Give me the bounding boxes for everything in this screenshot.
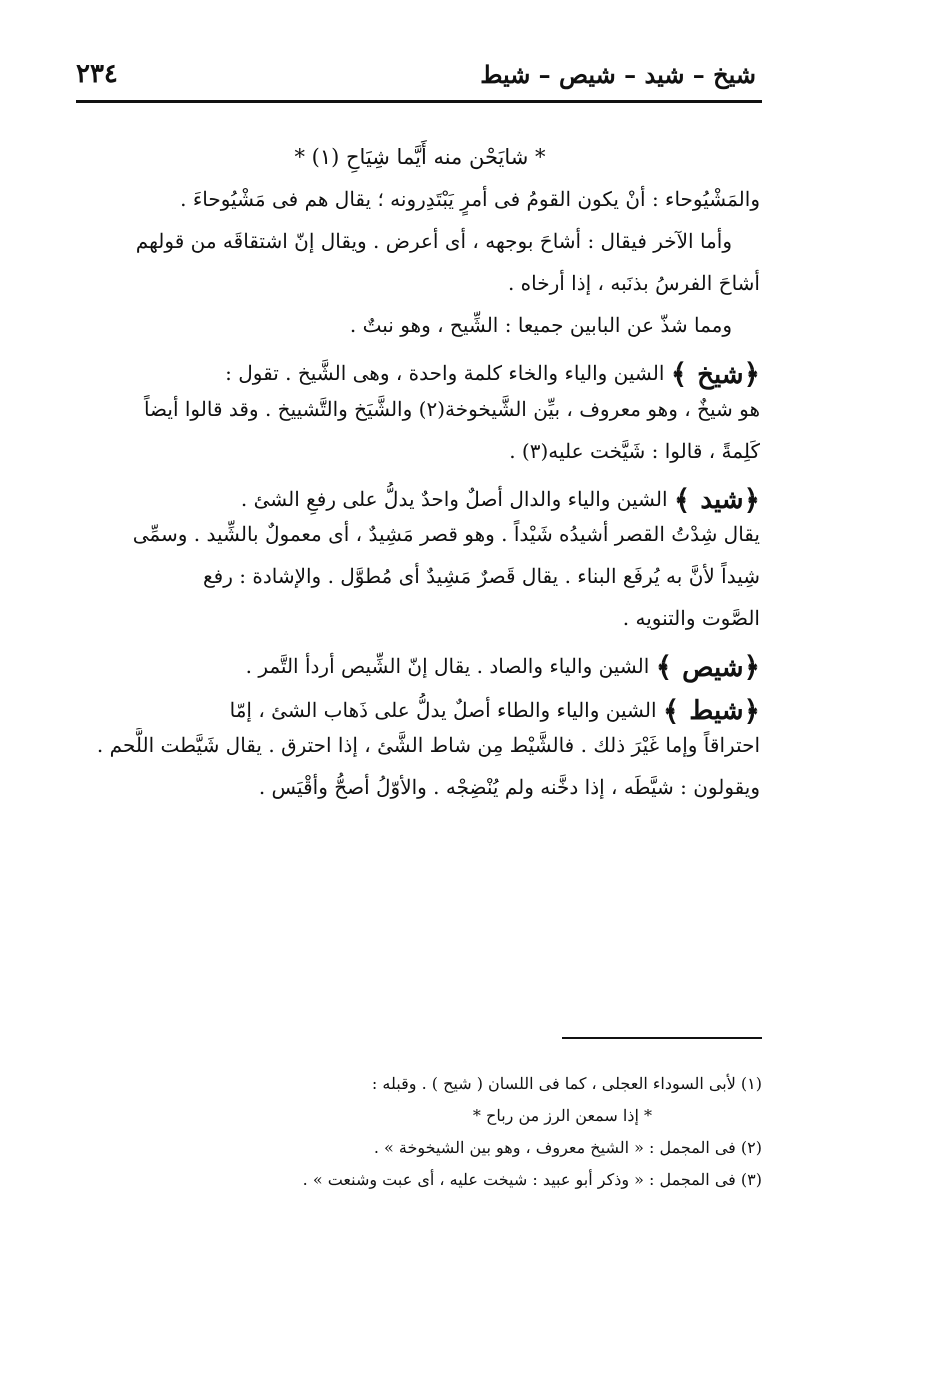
entry-text: الشين والياء والدال أصلٌ واحدٌ يدلُّ على رفعِ الشئ . [240,486,668,511]
entry-text: الشين والياء والطاء أصلٌ يدلُّ على ذَهاب الشئ ، إمّا [229,697,657,722]
entry-text: الشين والياء والخاء كلمة واحدة ، وهى الشَّيخ . تقول : [225,361,665,385]
footnote-3: (٣) فى المجمل : « وذكر أبو عبيد : شيخت عليه ، أى عبت وشنعت » . [302,1170,762,1189]
footnotes [180,1068,762,1196]
text-line: هو شيخٌ ، وهو معروف ، بيِّن الشَّيخوخة(٢) والشَّيَخ والتَّشييخ . وقد قالوا أيضاً [143,396,760,421]
text-line: ومما شذّ عن البابين جميعا : الشِّيح ، وهو نبتٌ . [349,313,732,337]
bracket-close: ﴾ [655,650,673,684]
page-number: ٢٣٤ [76,59,118,89]
entry-shyt [80,693,760,729]
entry-shykh [80,356,760,392]
entry-shyd [80,482,760,518]
bracket-open: ﴿ [743,357,760,391]
footnote-rule [562,1037,762,1039]
entry-shys [80,649,760,685]
footnote-verse: * إذا سمعن الرز من رباح * [472,1106,652,1125]
text-line: شِيداً لأنَّ به يُرفَع البناء . يقال قَصرٌ مَشِيدٌ أى مُطوَّل . والإشادة : رفع [203,564,760,588]
text-line: وأما الآخر فيقال : أشاحَ بوجهه ، أى أعرض . ويقال إنّ اشتقاقَه من قولهم [135,229,732,253]
running-title: شيخ – شيد – شيص – شيط [480,59,756,89]
text-line: ويقولون : شيَّطَه ، إذا دخَّنه ولم يُنْضِجْه . والأوّلُ أصحُّ وأقْيَس . [258,775,760,799]
text-line: الصَّوت والتنويه . [622,606,760,630]
footnote-2: (٢) فى المجمل : « الشيخ معروف ، وهو بين الشيخوخة » . [373,1138,762,1157]
footnote-1: (١) لأبى السوداء العجلى ، كما فى اللسان ( شيح ) . وقبله : [371,1074,762,1093]
bracket-close: ﴾ [662,694,680,727]
main-text [80,140,760,804]
entry-headword: شيد [700,485,744,515]
entry-headword: شيص [682,652,744,683]
text-line: يقال شِدْتُ القصر أشيدُه شَيْداً . وهو قصر مَشِيدٌ ، أى معمولٌ بالشِّيد . وسمِّى [132,522,760,546]
text-line: كَلِمةً ، قالوا : شَيَّخت عليه(٣) . [509,438,760,463]
bracket-open: ﴿ [743,694,760,727]
bracket-close: ﴾ [670,357,688,391]
text-line: أشاحَ الفرسُ بذنَبه ، إذا أرخاه . [507,271,760,295]
entry-headword: شيط [689,696,744,726]
text-line: والمَشْيُوحاء : أنْ يكون القومُ فى أمرٍ يَبْتَدِرونه ؛ يقال هم فى مَشْيُوحاءَ . [180,187,760,211]
text-line: احتراقاً وإما غَيْرَ ذلك . فالشَّيْط مِن شاط الشَّئ ، إذا احترق . يقال شَيَّطت اللَّحم . [96,733,760,757]
header-rule [76,100,762,103]
bracket-open: ﴿ [743,483,760,516]
entry-text: الشين والياء والصاد . يقال إنّ الشِّيص أردأ التَّمر . [245,654,650,678]
bracket-close: ﴾ [673,483,691,516]
bracket-open: ﴿ [743,650,760,684]
entry-headword: شيخ [697,359,744,390]
page-header [76,56,756,92]
verse-line: * شايَحْن منه أَيَّما شِيَاحِ (١) * [294,145,546,169]
